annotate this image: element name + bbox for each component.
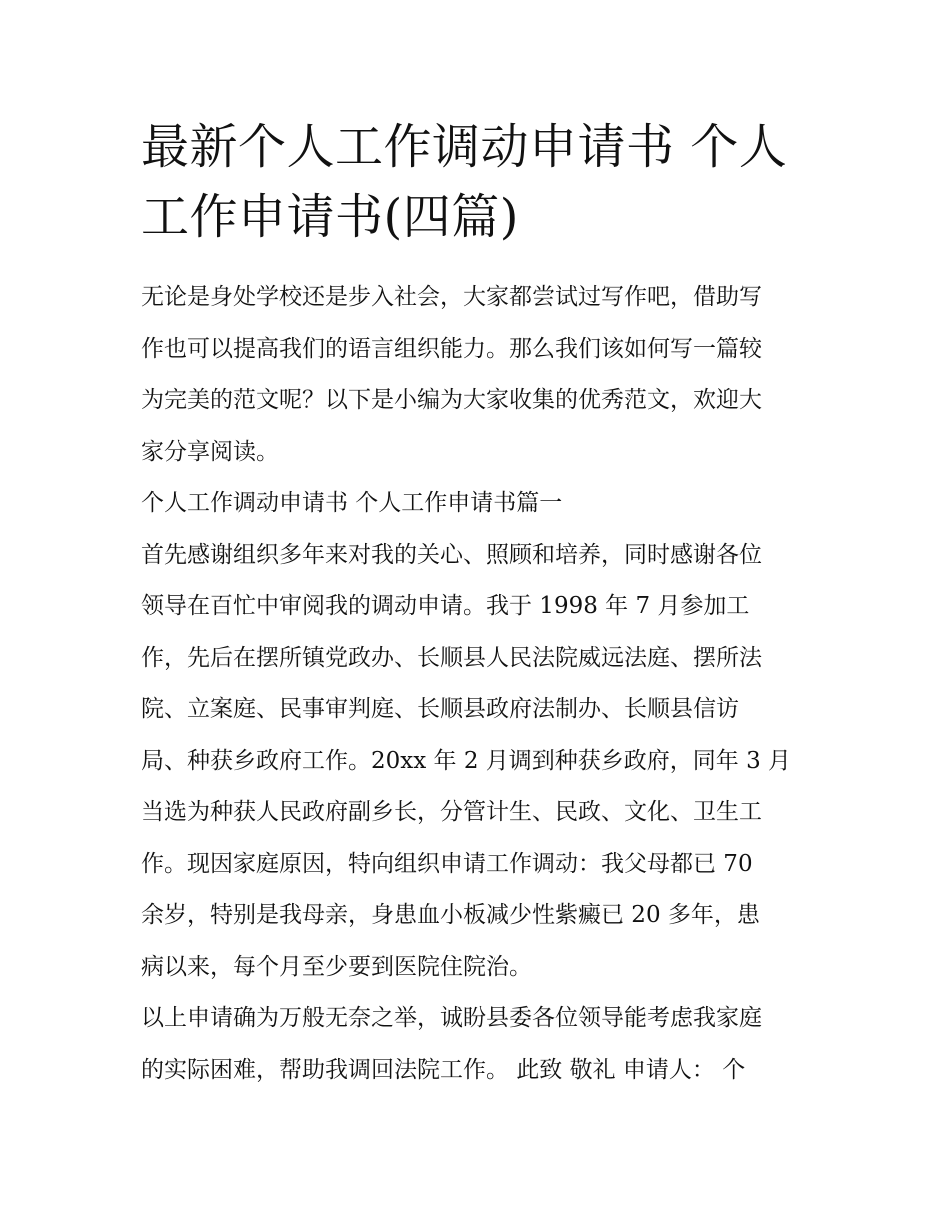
document-title — [141, 112, 821, 252]
text-line: 作。现因家庭原因，特向组织申请工作调动：我父母都已 70 — [141, 850, 753, 877]
text-line: 当选为种获人民政府副乡长，分管计生、民政、文化、卫生工 — [141, 799, 762, 825]
intro-paragraph — [141, 272, 821, 478]
text-line: 的实际困难，帮助我调回法院工作。 此致 敬礼 申请人： 个 — [141, 1056, 746, 1083]
title-line: 工作申请书(四篇) — [141, 189, 519, 245]
document-page — [141, 112, 821, 1096]
text-line: 病以来，每个月至少要到医院住院治。 — [141, 953, 532, 980]
text-line: 以上申请确为万般无奈之举，诚盼县委各位领导能考虑我家庭 — [141, 1005, 762, 1031]
title-line: 最新个人工作调动申请书 个人 — [141, 119, 788, 175]
body-paragraph — [141, 993, 821, 1096]
text-line: 无论是身处学校还是步入社会，大家都尝试过写作吧，借助写 — [141, 284, 762, 310]
text-line: 家分享阅读。 — [141, 438, 279, 465]
text-line: 作，先后在摆所镇党政办、长顺县人民法院威远法庭、摆所法 — [141, 644, 762, 671]
section-heading-text: 个人工作调动申请书 个人工作申请书篇一 — [141, 490, 563, 516]
text-line: 为完美的范文呢？以下是小编为大家收集的优秀范文，欢迎大 — [141, 387, 762, 413]
text-line: 领导在百忙中审阅我的调动申请。我于 1998 年 7 月参加工 — [141, 593, 750, 619]
text-line: 作也可以提高我们的语言组织能力。那么我们该如何写一篇较 — [141, 335, 762, 362]
section-heading — [141, 478, 821, 530]
text-line: 局、种获乡政府工作。20xx 年 2 月调到种获乡政府，同年 3 月 — [141, 747, 792, 774]
text-line: 首先感谢组织多年来对我的关心、照顾和培养，同时感谢各位 — [141, 541, 762, 568]
body-paragraph — [141, 530, 821, 994]
text-line: 院、立案庭、民事审判庭、长顺县政府法制办、长顺县信访 — [141, 696, 739, 722]
text-line: 余岁，特别是我母亲，身患血小板减少性紫癜已 20 多年，患 — [141, 902, 760, 928]
